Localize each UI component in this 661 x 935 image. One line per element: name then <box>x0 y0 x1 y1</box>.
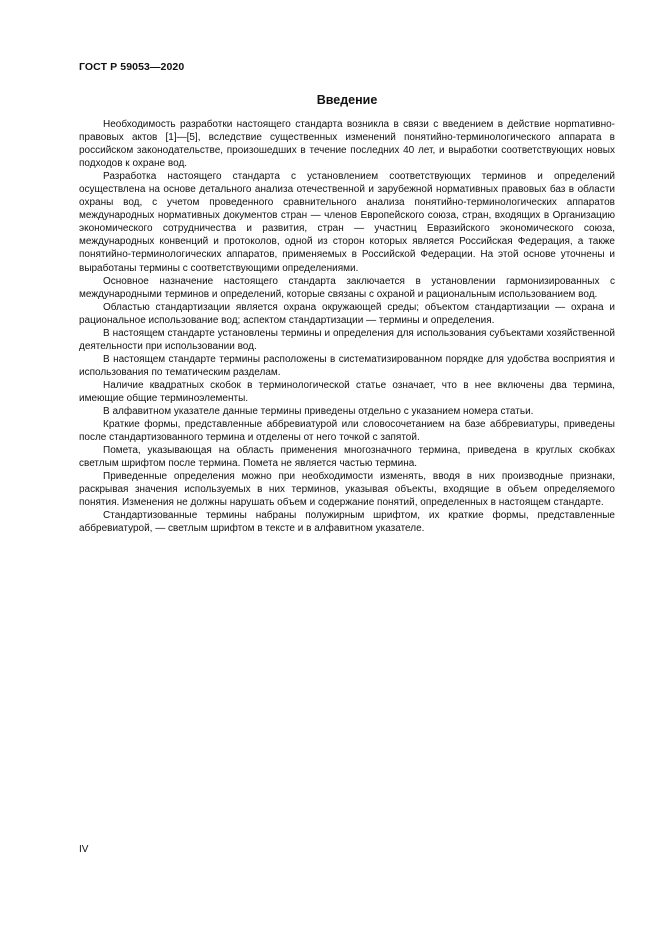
paragraph-7: Наличие квадратных скобок в терминологической статье означает, что в нее включены два термина, имеющие общие терминоэлементы. <box>79 379 615 404</box>
paragraph-3: Основное назначение настоящего стандарта заключается в установлении гармонизированных с международными терминов и определений, которые связаны с охраной и рациональным использованием вод. <box>79 275 615 300</box>
paragraph-6: В настоящем стандарте термины расположены в систематизированном порядке для удобства восприятия и использования по тематическим разделам. <box>79 353 615 378</box>
paragraph-10: Помета, указывающая на область применения многозначного термина, приведена в круглых скобках светлым шрифтом после термина. Помета не является частью термина. <box>79 445 615 470</box>
paragraph-4: Областью стандартизации является охрана окружающей среды; объектом стандартизации — охрана и рациональное использование вод; аспектом стандартизации — термины и определения. <box>79 301 615 326</box>
paragraph-11: Приведенные определения можно при необходимости изменять, вводя в них производные признаки, раскрывая значения используемых в них терминов, указывая объекты, входящие в объем определяемого понятия. Изменения не должны нарушать объем и содержание понятий, определенных в настоящем стандарте. <box>79 471 615 509</box>
paragraph-12: Стандартизованные термины набраны полужирным шрифтом, их краткие формы, представленные аббревиатурой, — светлым шрифтом в тексте и в алфавитном указателе. <box>79 510 615 535</box>
document-code-header: ГОСТ Р 59053—2020 <box>79 61 185 73</box>
page-number: IV <box>79 844 89 855</box>
paragraph-1: Необходимость разработки настоящего стандарта возникла в связи с введением в действие норmативно-правовых актов [1]—[5], вследствие существенных изменений понятийно-терминологического аппарата в российском законодательстве, произошедших в течение последних 40 лет, и выработки соответствующих новых подходов к охране вод. <box>79 119 615 170</box>
paragraph-5: В настоящем стандарте установлены термины и определения для использования субъектами хозяйственной деятельности при использовании вод. <box>79 327 615 352</box>
paragraph-9: Краткие формы, представленные аббревиатурой или словосочетанием на базе аббревиатуры, приведены после стандартизованного термина и отделены от него точкой с запятой. <box>79 419 615 444</box>
section-title: Введение <box>316 93 378 107</box>
introduction-body <box>79 118 615 536</box>
paragraph-2: Разработка настоящего стандарта с установлением соответствующих терминов и определений осуществлена на основе детального анализа отечественной и зарубежной нормативных правовых баз в области охраны вод, с учетом проведенного сравнительного анализа понятийно-терминологических аппаратов международных нормативных документов стран — членов Европейского союза, стран, входящих в Организацию экономического сотрудничества и развития, стран — участниц Евразийского экономического союза, международных конвенций и протоколов, одной из сторон которых является Российская Федерация, а также понятийно-терминологических аппаратов, применяемых в Российской Федерации. На этой основе уточнены и выработаны термины с соответствующими определениями. <box>79 171 615 274</box>
paragraph-8: В алфавитном указателе данные термины приведены отдельно с указанием номера статьи. <box>103 406 534 418</box>
